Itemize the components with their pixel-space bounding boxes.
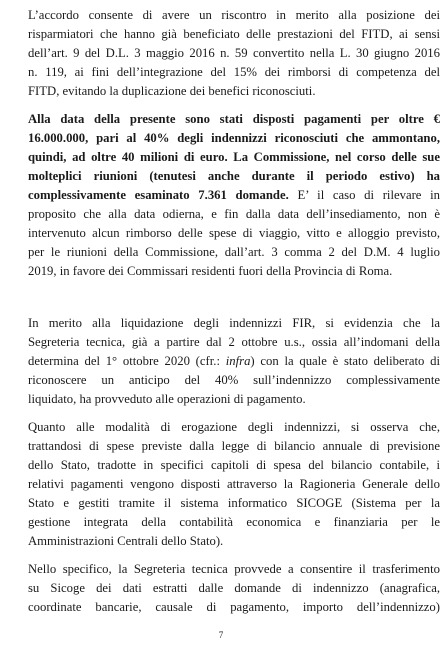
paragraph-1 — [28, 6, 440, 101]
text-line-bold: 16.000.000, pari al 40% degli indennizzi riconosciuti che ammontano, — [28, 131, 440, 145]
text-line: per le riunioni della Commissione, dall’art. 3 comma 2 del D.M. 4 luglio — [28, 245, 440, 259]
text-line: Amministrazioni Centrali dello Stato). — [28, 534, 224, 548]
text-line: n. 119, ai fini dell’integrazione del 15% dei rimborsi di competenza del — [28, 65, 440, 79]
text-line: coordinate bancarie, causale di pagamento, importo dell’indennizzo) — [28, 600, 440, 614]
text-line: su Sicoge dei dati estratti dalle domande di indennizzo (anagrafica, — [28, 581, 440, 595]
page-number: 7 — [218, 630, 224, 640]
text-line-mixed — [28, 186, 440, 205]
text-line: In merito alla liquidazione degli indennizzi FIR, si evidenzia che la — [28, 316, 440, 330]
text-line: liquidato, ha provveduto alle operazioni di pagamento. — [28, 392, 306, 406]
text-line: FITD, evitando la duplicazione dei benefici riconosciuti. — [28, 84, 316, 98]
text-line: proposito che alla data odierna, e fin dalla data dell’insediamento, non è — [28, 207, 440, 221]
text-line-bold: Alla data della presente sono stati disposti pagamenti per oltre € — [28, 112, 440, 126]
italic-fragment: infra — [225, 354, 251, 368]
text-line: Quanto alle modalità di erogazione degli indennizzi, si osserva che, — [28, 420, 440, 434]
text-fragment: ) con la quale è stato deliberato di — [250, 354, 440, 368]
text-line: relativi pagamenti vengono disposti attraverso la Ragioneria Generale dello — [28, 477, 440, 491]
paragraph-3 — [28, 314, 440, 409]
text-fragment: E’ il caso di rilevare in — [288, 188, 440, 202]
bold-fragment: complessivamente esaminato 7.361 domande. — [28, 188, 289, 202]
text-line: dello Stato, tradotte in specifici capitoli di spesa del bilancio contabile, i — [28, 458, 440, 472]
text-line: trattandosi di spese previste dalla legge di bilancio annuale di previsione — [28, 439, 440, 453]
text-line: Segreteria tecnica, già a partire dal 2 ottobre u.s., ossia all’indomani della — [28, 335, 440, 349]
paragraph-2 — [28, 110, 440, 281]
paragraph-4 — [28, 418, 440, 551]
text-line: L’accordo consente di avere un riscontro in merito alla posizione dei — [28, 8, 440, 22]
text-line: intervenuto alcun rimborso delle spese di viaggio, vitto e alloggio previsto, — [28, 226, 440, 240]
text-line-bold: quindi, ad oltre 40 milioni di euro. La Commissione, nel corso delle sue — [28, 150, 440, 164]
paragraph-5 — [28, 560, 440, 617]
text-line: dell’art. 9 del D.L. 3 maggio 2016 n. 59 convertito nella L. 30 giugno 2016 — [28, 46, 440, 60]
text-line-bold: molteplici riunioni (tenutesi anche durante il periodo estivo) ha — [28, 169, 440, 183]
text-line: Stato e gestiti tramite il sistema informatico SICOGE (Sistema per la — [28, 496, 440, 510]
text-line-mixed — [28, 352, 440, 371]
text-line: riconoscere un anticipo del 40% sull’indennizzo complessivamente — [28, 373, 440, 387]
text-line: gestione integrata della contabilità economica e finanziaria per le — [28, 515, 440, 529]
text-line: Nello specifico, la Segreteria tecnica provvede a consentire il trasferimento — [28, 562, 440, 576]
text-line: 2019, in favore dei Commissari residenti fuori della Provincia di Roma. — [28, 264, 393, 278]
text-fragment: determina del 1° ottobre 2020 (cfr.: — [28, 354, 226, 368]
text-line: risparmiatori che hanno già beneficiato delle prestazioni del FITD, ai sensi — [28, 27, 440, 41]
